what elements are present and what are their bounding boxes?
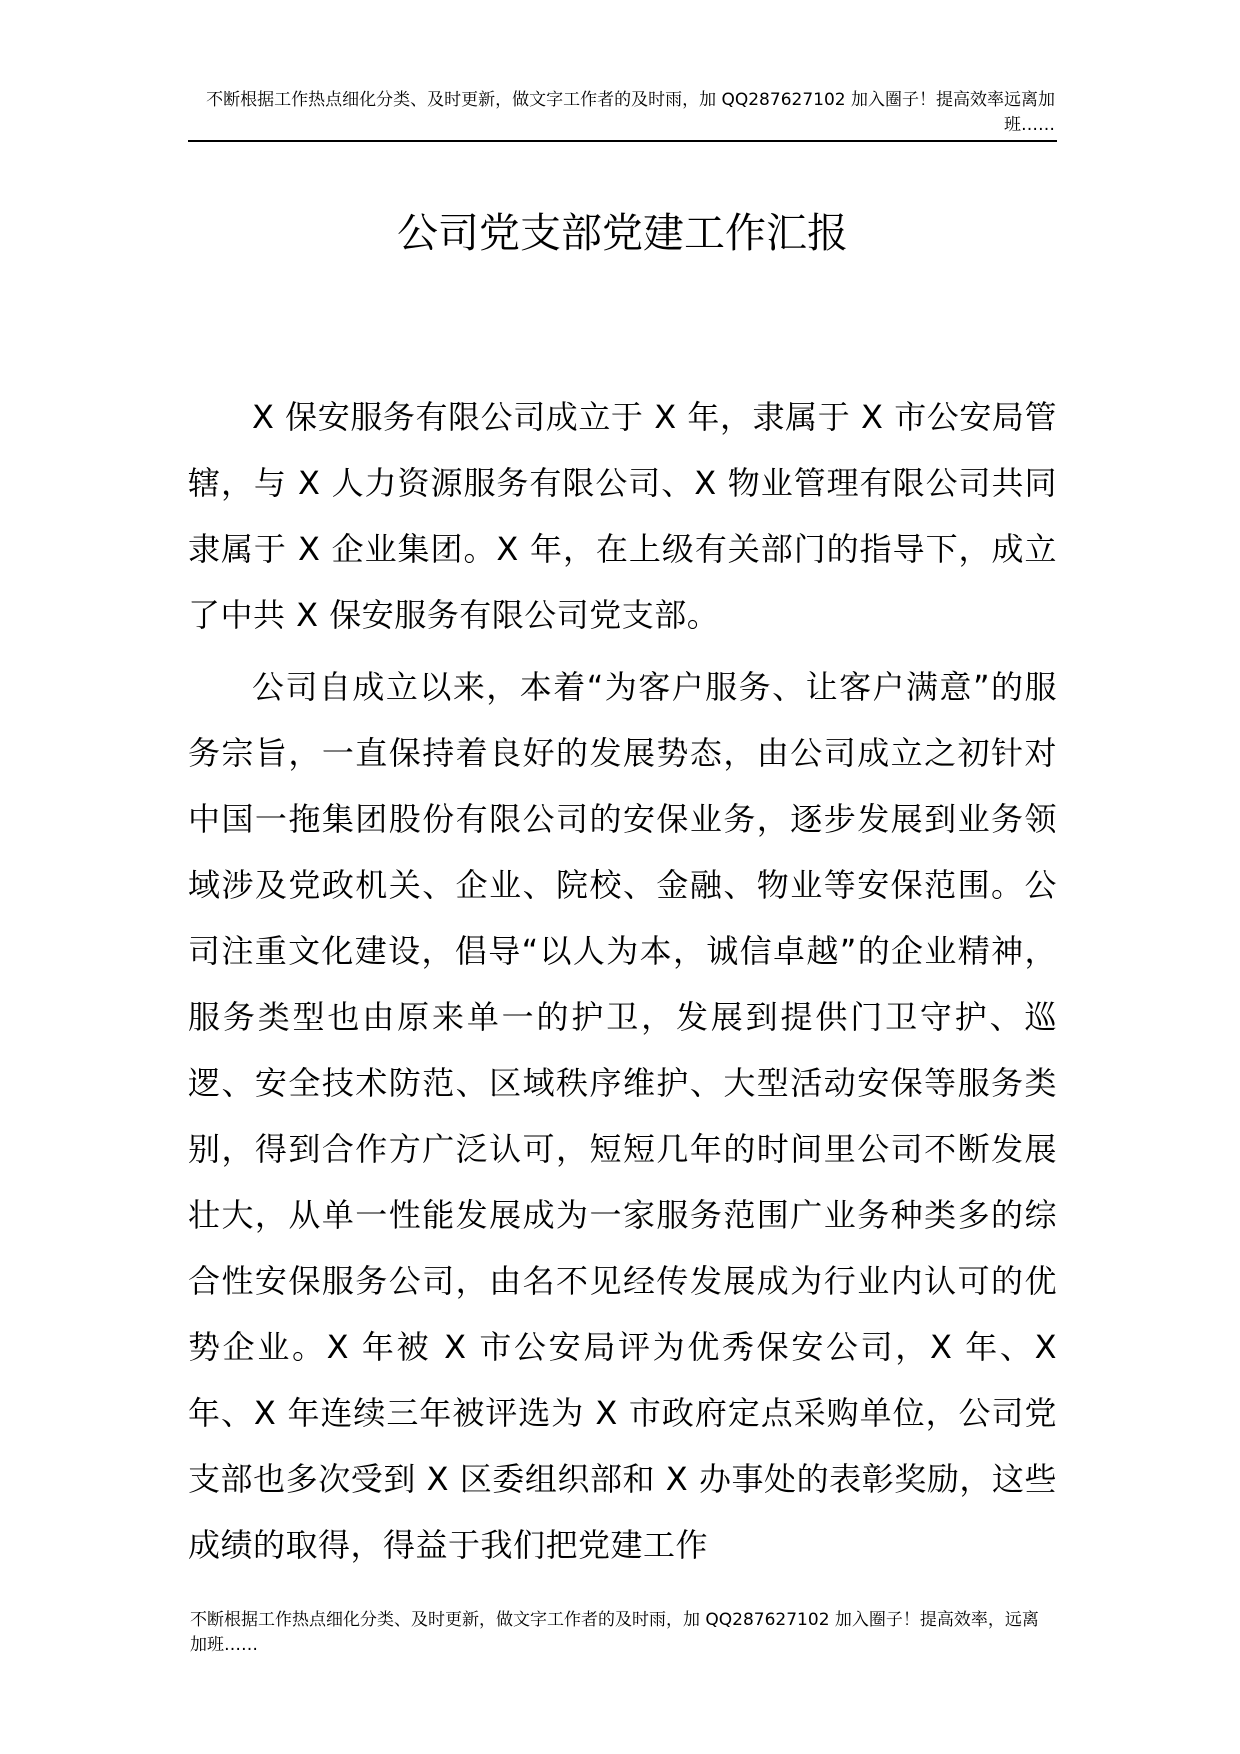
header-text: 不断根据工作热点细化分类、及时更新，做文字工作者的及时雨，加 QQ287627102 加入圈子！提高效率远离加班…… [206, 90, 1055, 135]
document-title: 公司党支部党建工作汇报 [397, 209, 848, 257]
page-footer [190, 1608, 1055, 1658]
paragraph-1: X 保安服务有限公司成立于 X 年，隶属于 X 市公安局管辖，与 X 人力资源服务有限公司、X 物业管理有限公司共同隶属于 X 企业集团。X 年，在上级有关部门的指导下，成立了中共 X 保安服务有限公司党支部。 [188, 398, 1057, 634]
header-divider [188, 140, 1057, 142]
document-body [188, 384, 1057, 1578]
page-header [190, 88, 1055, 138]
footer-text: 不断根据工作热点细化分类、及时更新，做文字工作者的及时雨，加 QQ287627102 加入圈子！提高效率，远离加班…… [190, 1610, 1039, 1655]
paragraph-2: 公司自成立以来，本着“为客户服务、让客户满意”的服务宗旨，一直保持着良好的发展势态，由公司成立之初针对中国一拖集团股份有限公司的安保业务，逐步发展到业务领域涉及党政机关、企业、院校、金融、物业等安保范围。公司注重文化建设，倡导“以人为本，诚信卓越”的企业精神，服务类型也由原来单一的护卫，发展到提供门卫守护、巡逻、安全技术防范、区域秩序维护、大型活动安保等服务类别，得到合作方广泛认可，短短几年的时间里公司不断发展壮大，从单一性能发展成为一家服务范围广业务种类多的综合性安保服务公司，由名不见经传发展成为行业内认可的优势企业。X 年被 X 市公安局评为优秀保安公司，X 年、X 年、X 年连续三年被评选为 X 市政府定点采购单位，公司党支部也多次受到 X 区委组织部和 X 办事处的表彰奖励，这些成绩的取得，得益于我们把党建工作 [188, 668, 1057, 1564]
